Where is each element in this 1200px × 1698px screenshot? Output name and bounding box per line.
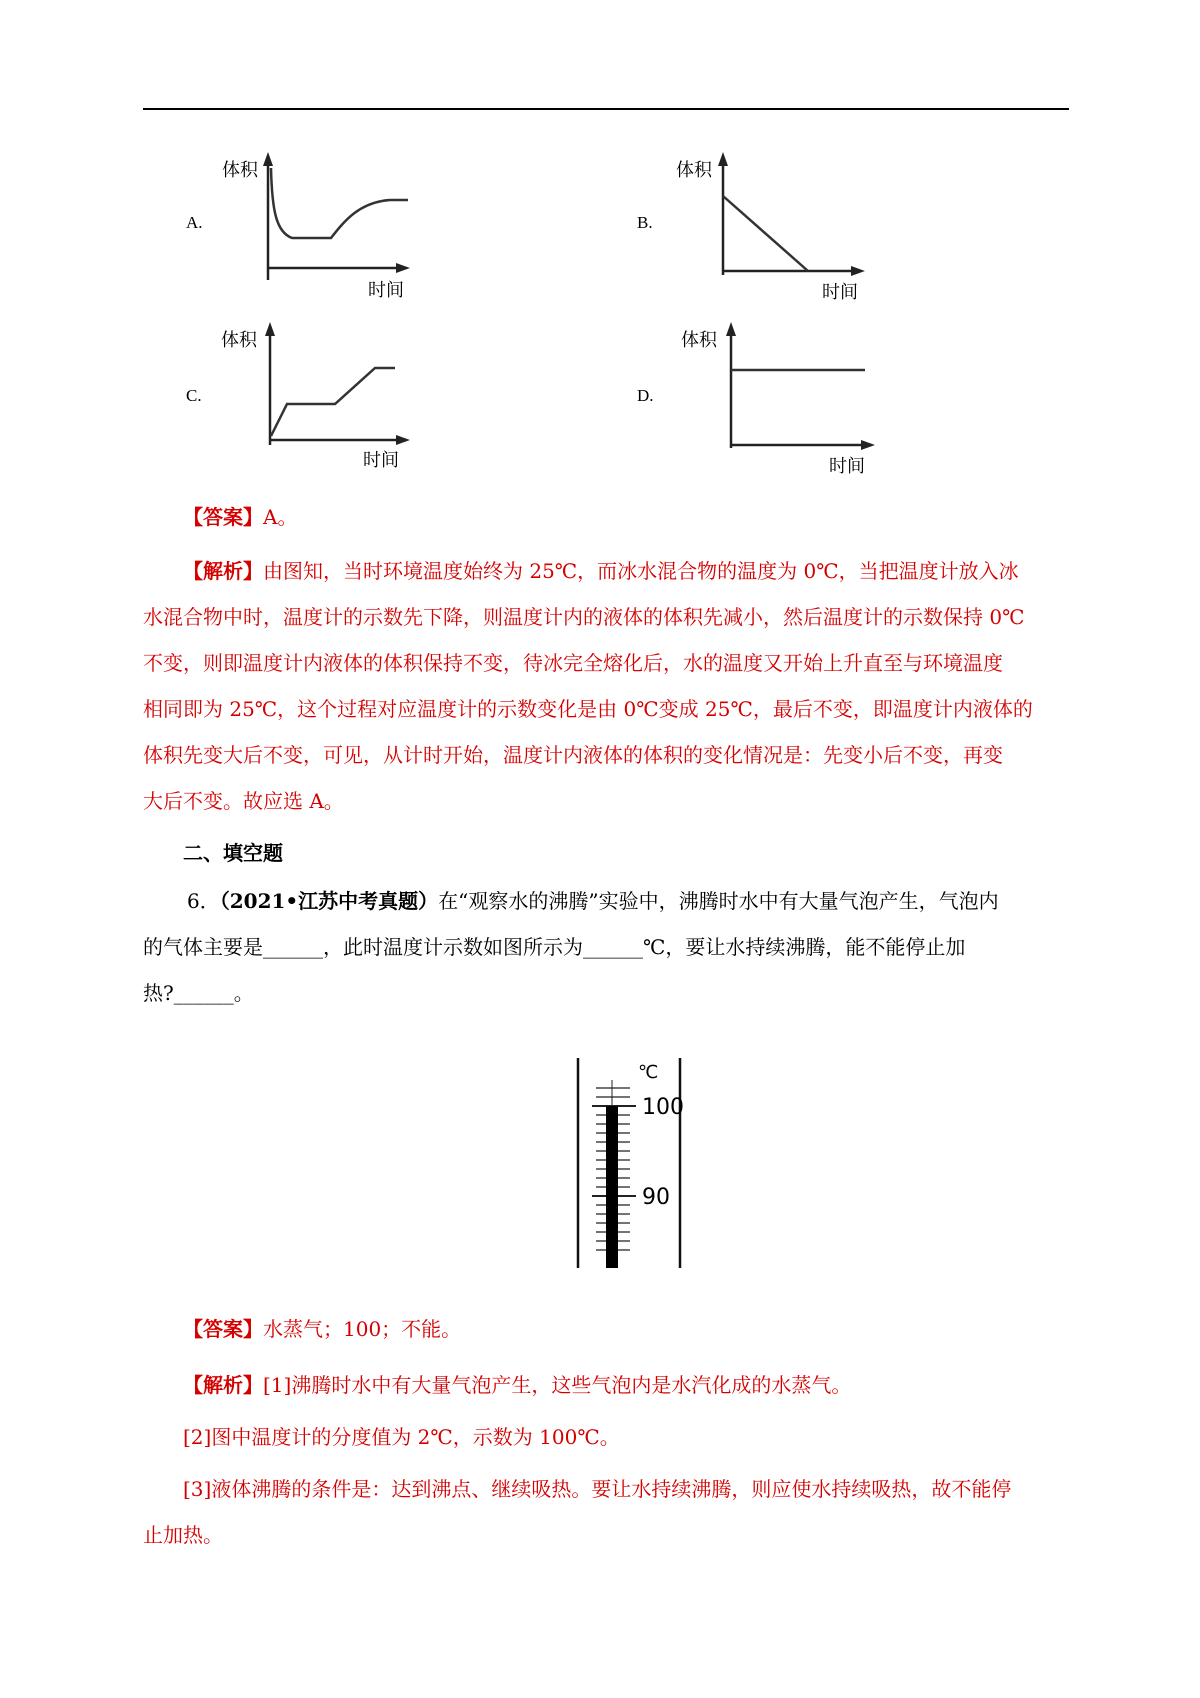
mercury-column (606, 1106, 618, 1268)
option-d-xlabel: 时间 (829, 456, 865, 477)
option-a-label: A. (186, 213, 203, 232)
option-b-graph (660, 150, 890, 303)
unit-label: ℃ (638, 1062, 659, 1083)
option-b-xlabel: 时间 (822, 282, 858, 303)
label-100: 100 (642, 1095, 684, 1120)
option-c-ylabel: 体积 (221, 330, 257, 351)
option-d-graph (665, 320, 905, 480)
q5-answer: 【答案】A。 (183, 505, 298, 529)
thermometer-figure (574, 1054, 694, 1274)
blank-1: ______ (263, 935, 323, 959)
option-c-graph (205, 320, 435, 470)
option-b-label: B. (637, 213, 653, 232)
q6-answer: 【答案】水蒸气；100；不能。 (183, 1317, 462, 1341)
option-c-label: C. (186, 386, 202, 405)
option-a-ylabel: 体积 (222, 160, 258, 181)
blank-2: ______ (583, 935, 643, 959)
section-title: 二、填空题 (183, 841, 283, 865)
q6-analysis-2: [2]图中温度计的分度值为 2℃，示数为 100℃。 (183, 1425, 620, 1449)
q6-analysis-1: 【解析】[1]沸腾时水中有大量气泡产生，这些气泡内是水汽化成的水蒸气。 (183, 1373, 852, 1397)
q5-analysis: 【解析】由图知，当时环境温度始终为 25℃，而冰水混合物的温度为 0℃，当把温度计放入冰 水混合物中时，温度计的示数先下降，则温度计内的液体的体积先减小，然后温度计的示数保持 0℃ 不变，则即温度计内液体的体积保持不变，待冰完全熔化后，水的温度又开始上升直至与环境温度 相同即为 25℃，这个过程对应温度计的示数变化是由 0℃变成 25℃，最后不变，即温度计内液体的 体积先变大后不变，可见，从计时开始，温度计内液体的体积的变化情况是：先变小后不变，再变 大后不变。故应选 A。 (143, 559, 1033, 813)
header-rule (143, 108, 1069, 110)
option-a-xlabel: 时间 (368, 280, 404, 301)
option-b-ylabel: 体积 (676, 160, 712, 181)
option-d-ylabel: 体积 (681, 330, 717, 351)
label-90: 90 (642, 1185, 670, 1210)
option-d-label: D. (637, 386, 654, 405)
option-c-xlabel: 时间 (363, 450, 399, 471)
blank-3: ______ (173, 981, 234, 1005)
option-a-graph (200, 150, 430, 300)
q6-question: 6．（2021•江苏中考真题）在“观察水的沸腾”实验中，沸腾时水中有大量气泡产生，气泡内 的气体主要是______，此时温度计示数如图所示为______℃，要让水持续沸腾，能不能停止加 热?______。 (143, 889, 999, 1005)
q6-analysis-3: [3]液体沸腾的条件是：达到沸点、继续吸热。要让水持续沸腾，则应使水持续吸热，故不能停 止加热。 (143, 1477, 1012, 1547)
